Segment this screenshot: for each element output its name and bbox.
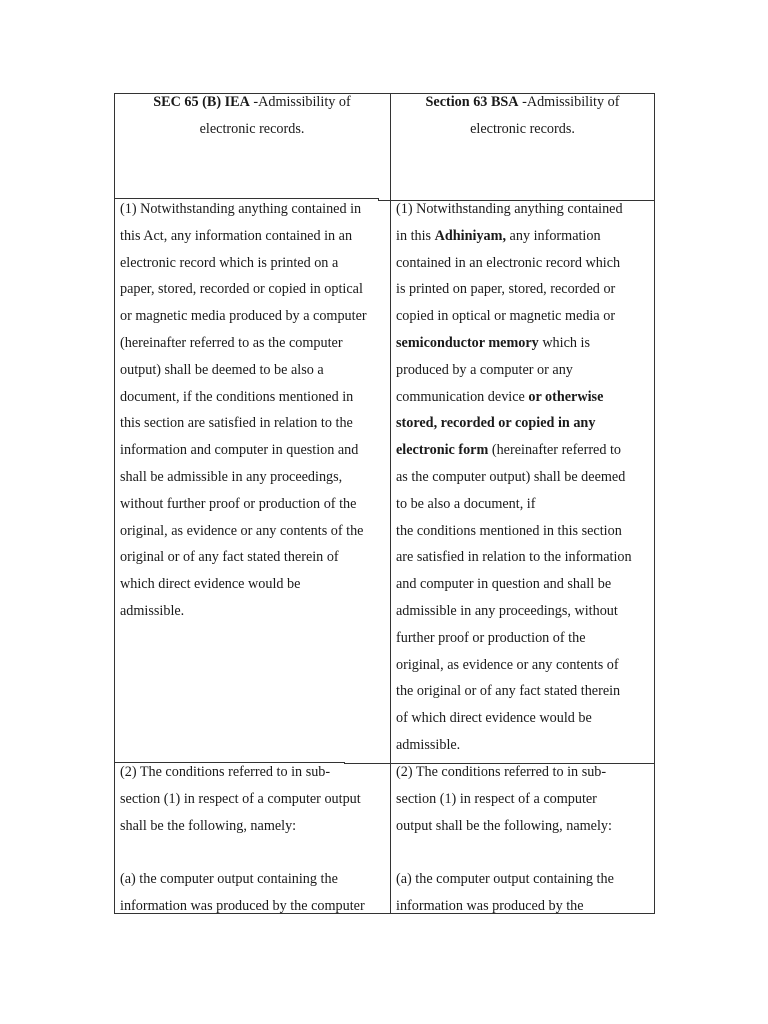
text-span: in this bbox=[396, 227, 435, 244]
row2-cell-right bbox=[396, 759, 614, 920]
text-line: (2) The conditions referred to in sub- bbox=[396, 764, 607, 780]
text-line: electronic record which is printed on a bbox=[120, 254, 339, 271]
text-line: (hereinafter referred to as the computer bbox=[120, 334, 343, 351]
text-line: are satisfied in relation to the information bbox=[396, 549, 632, 566]
text-line: original, as evidence or any contents of the bbox=[120, 522, 364, 539]
text-line: of which direct evidence would be bbox=[396, 710, 592, 727]
text-line: paper, stored, recorded or copied in optical bbox=[120, 281, 363, 298]
text-line: contained in an electronic record which bbox=[396, 254, 621, 271]
text-line: and computer in question and shall be bbox=[396, 576, 612, 593]
row2-cell-left bbox=[120, 759, 365, 920]
text-line: admissible. bbox=[120, 602, 185, 619]
text-line: information was produced by the bbox=[396, 897, 584, 914]
text-span: communication device bbox=[396, 388, 529, 405]
text-line: shall be admissible in any proceedings, bbox=[120, 468, 343, 485]
emphasis-adhiniyam: Adhiniyam, bbox=[434, 227, 506, 244]
header-left-subtitle: -Admissibility of bbox=[249, 94, 351, 110]
text-line: original, as evidence or any contents of bbox=[396, 656, 619, 673]
header-left-title: SEC 65 (B) IEA bbox=[153, 94, 250, 110]
text-line: admissible in any proceedings, without bbox=[396, 602, 618, 619]
text-line: information and computer in question and bbox=[120, 442, 359, 459]
text-line: without further proof or production of the bbox=[120, 495, 357, 512]
text-line: as the computer output) shall be deemed bbox=[396, 468, 626, 485]
text-line: this section are satisfied in relation to the bbox=[120, 415, 353, 432]
header-right-line2: electronic records. bbox=[470, 120, 575, 137]
header-right-subtitle: -Admissibility of bbox=[518, 94, 620, 110]
text-line: (1) Notwithstanding anything contained bbox=[396, 201, 623, 217]
text-line: admissible. bbox=[396, 736, 461, 753]
blank-line bbox=[396, 839, 614, 866]
text-line: or magnetic media produced by a computer bbox=[120, 308, 367, 325]
header-left-line2: electronic records. bbox=[199, 120, 305, 137]
text-line: the conditions mentioned in this section bbox=[396, 522, 622, 539]
header-cell-right bbox=[390, 89, 655, 143]
text-line: section (1) in respect of a computer bbox=[396, 790, 597, 807]
text-line bbox=[396, 330, 632, 357]
blank-line bbox=[120, 839, 365, 866]
text-span: (hereinafter referred to bbox=[488, 442, 622, 459]
text-line: is printed on paper, stored, recorded or bbox=[396, 281, 616, 298]
text-line bbox=[396, 410, 632, 437]
text-line: to be also a document, if bbox=[396, 495, 536, 512]
header-cell-left bbox=[114, 89, 390, 143]
text-line bbox=[396, 437, 632, 464]
emphasis-electronic-form: electronic form bbox=[396, 442, 489, 459]
text-line bbox=[396, 384, 632, 411]
text-line: which direct evidence would be bbox=[120, 576, 301, 593]
text-line: (a) the computer output containing the bbox=[120, 871, 338, 888]
text-line bbox=[396, 223, 632, 250]
text-line: (a) the computer output containing the bbox=[396, 871, 614, 888]
row1-cell-left bbox=[120, 196, 367, 625]
text-line: shall be the following, namely: bbox=[120, 817, 297, 834]
header-right-title: Section 63 BSA bbox=[425, 94, 519, 110]
text-line: the original or of any fact stated therein bbox=[396, 683, 621, 700]
text-line: (1) Notwithstanding anything contained in bbox=[120, 201, 362, 217]
text-line: copied in optical or magnetic media or bbox=[396, 308, 616, 325]
text-line: further proof or production of the bbox=[396, 629, 586, 646]
text-span: any information bbox=[506, 227, 601, 244]
text-line: (2) The conditions referred to in sub- bbox=[120, 764, 331, 780]
text-line: output shall be the following, namely: bbox=[396, 817, 612, 834]
emphasis-semiconductor-memory: semiconductor memory bbox=[396, 334, 539, 351]
text-line: document, if the conditions mentioned in bbox=[120, 388, 354, 405]
row-divider-jog-1 bbox=[378, 198, 379, 201]
column-divider bbox=[390, 93, 391, 914]
text-line: produced by a computer or any bbox=[396, 361, 573, 378]
emphasis-or-otherwise: or otherwise bbox=[528, 388, 604, 405]
text-line: information was produced by the computer bbox=[120, 897, 365, 914]
text-span: which is bbox=[538, 334, 590, 351]
text-line: output) shall be deemed to be also a bbox=[120, 361, 324, 378]
text-line: section (1) in respect of a computer output bbox=[120, 790, 361, 807]
text-line: this Act, any information contained in an bbox=[120, 227, 353, 244]
row1-cell-right bbox=[396, 196, 632, 759]
emphasis-stored-recorded: stored, recorded or copied in any bbox=[396, 415, 596, 432]
text-line: original or of any fact stated therein of bbox=[120, 549, 339, 566]
